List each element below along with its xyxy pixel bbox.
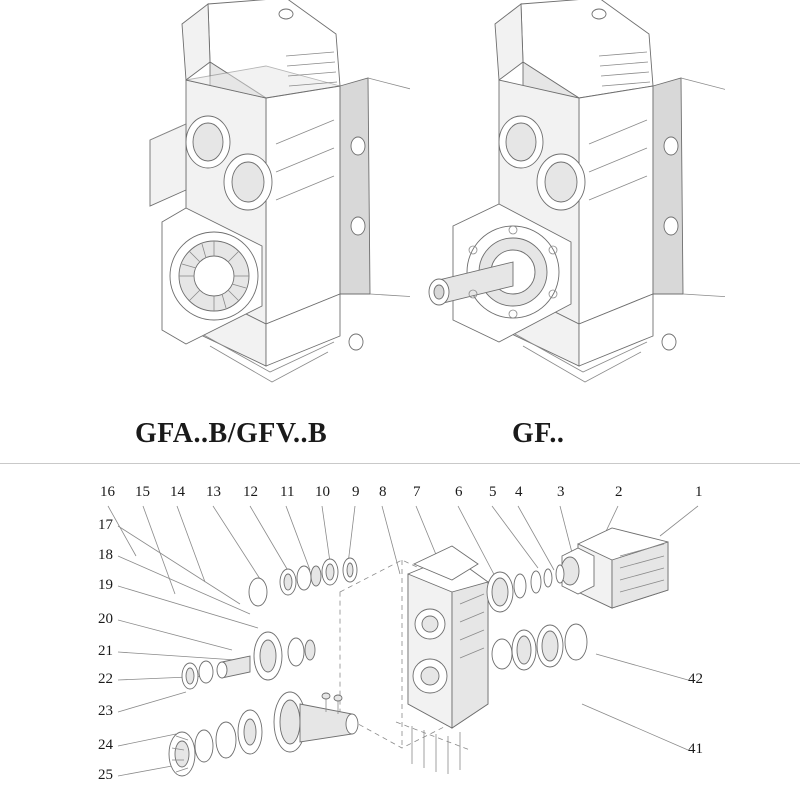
callout-11: 11	[280, 484, 295, 500]
callout-12: 12	[243, 484, 258, 500]
callout-42: 42	[688, 671, 703, 687]
callout-24: 24	[98, 737, 113, 753]
callout-17: 17	[98, 517, 113, 533]
gearbox-isometric-right	[395, 0, 725, 394]
callout-3: 3	[557, 484, 565, 500]
callout-4: 4	[515, 484, 523, 500]
callout-5: 5	[489, 484, 497, 500]
callout-21: 21	[98, 643, 113, 659]
callout-16: 16	[100, 484, 115, 500]
callout-19: 19	[98, 577, 113, 593]
callout-15: 15	[135, 484, 150, 500]
callout-25: 25	[98, 767, 113, 783]
callout-18: 18	[98, 547, 113, 563]
callout-23: 23	[98, 703, 113, 719]
callout-8: 8	[379, 484, 387, 500]
callout-41: 41	[688, 741, 703, 757]
callout-10: 10	[315, 484, 330, 500]
callout-9: 9	[352, 484, 360, 500]
callout-2: 2	[615, 484, 623, 500]
callout-13: 13	[206, 484, 221, 500]
gearbox-isometric-left	[90, 0, 410, 394]
callout-22: 22	[98, 671, 113, 687]
callout-1: 1	[695, 484, 703, 500]
caption-left: GFA..B/GFV..B	[135, 418, 328, 449]
callout-7: 7	[413, 484, 421, 500]
caption-right: GF..	[512, 418, 565, 449]
callout-14: 14	[170, 484, 185, 500]
callout-6: 6	[455, 484, 463, 500]
callout-20: 20	[98, 611, 113, 627]
exploded-parts-diagram	[0, 464, 800, 800]
